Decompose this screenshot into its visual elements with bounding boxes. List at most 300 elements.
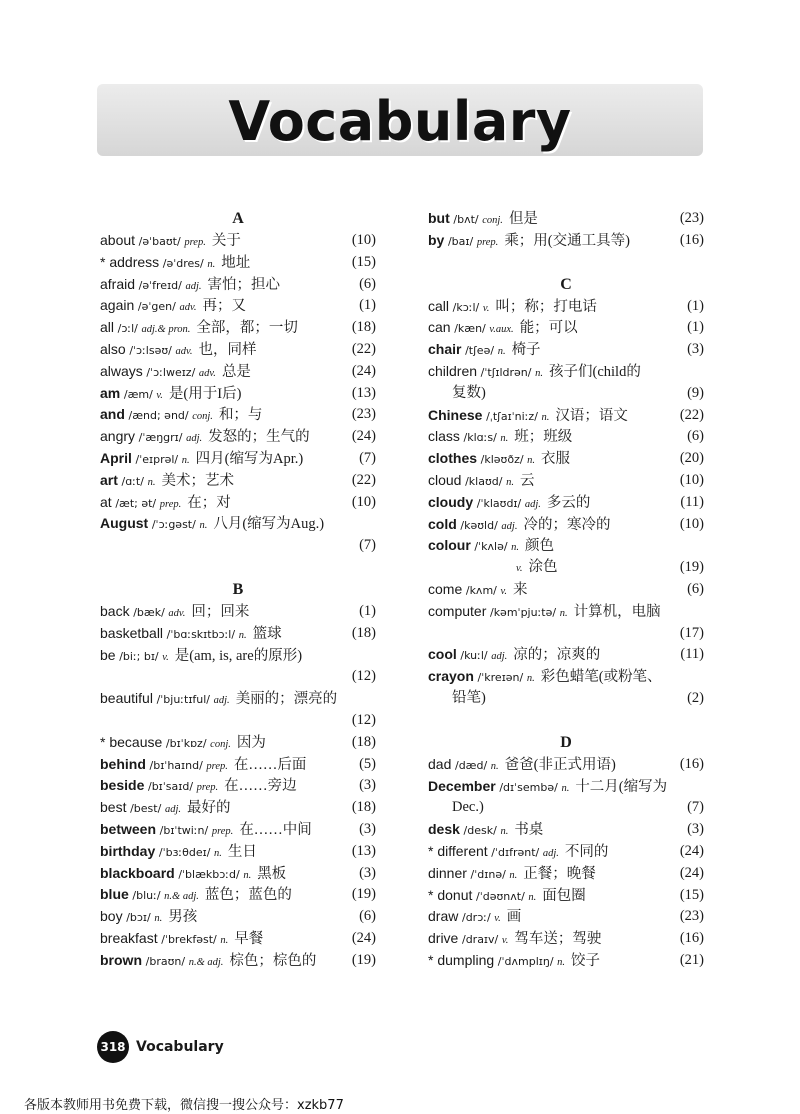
entry-part-of-speech: v. (500, 585, 508, 597)
entry-meaning: 衣服 (541, 451, 571, 468)
entry-word: brown (100, 951, 142, 968)
entry-meaning: 发怒的；生气的 (208, 429, 310, 446)
entry-meaning: 椅子 (511, 342, 541, 359)
entry-part-of-speech: n. (526, 673, 535, 685)
entry-phonetic: /bɪˈkɒz/ (165, 736, 207, 750)
entry-part-of-speech: adj. (185, 280, 202, 292)
entry-phonetic: /əˈgen/ (137, 300, 176, 314)
entry-word: desk (428, 821, 460, 838)
entry-meaning: 面包圈 (542, 887, 586, 904)
entry-part-of-speech: n. (214, 847, 222, 859)
entry-meaning: 能；可以 (519, 320, 578, 337)
vocab-entry-continuation (428, 623, 704, 645)
entry-part-of-speech: conj. (192, 411, 213, 423)
entry-word: computer (428, 602, 487, 619)
entry-part-of-speech: adj. (524, 498, 541, 510)
entry-word: be (100, 646, 116, 663)
entry-page-ref: (7) (359, 537, 376, 554)
entry-page-ref: (22) (679, 406, 704, 423)
entry-meaning: 饺子 (571, 952, 601, 969)
vocab-entry (428, 950, 704, 972)
entry-word: also (100, 340, 126, 357)
entry-word: beautiful (100, 690, 153, 707)
entry-phonetic: /baɪ/ (447, 234, 474, 248)
entry-word: draw (428, 908, 459, 925)
entry-part-of-speech: n. (181, 454, 190, 466)
entry-page-ref: (17) (679, 624, 704, 641)
entry-word: breakfast (100, 929, 158, 946)
entry-page-ref: (21) (679, 951, 704, 968)
entry-word: drive (428, 930, 459, 947)
entry-meaning: 在；对 (187, 494, 231, 511)
entry-meaning: 总是 (221, 363, 251, 380)
vocab-entry (428, 928, 704, 950)
entry-page-ref: (1) (687, 297, 704, 314)
entry-word: * different (428, 842, 488, 859)
entry-page-ref: (12) (351, 711, 376, 728)
entry-phonetic: /ˈɔːgəst/ (151, 518, 196, 532)
entry-phonetic: /ˈbrekfəst/ (161, 932, 217, 946)
section-gap (428, 252, 704, 274)
vocab-entry (100, 623, 376, 645)
entry-page-ref: (24) (679, 842, 704, 859)
entry-word: basketball (100, 624, 164, 641)
entry-page-ref: (16) (679, 231, 704, 248)
entry-part-of-speech: n. (509, 869, 518, 881)
entry-word: best (100, 799, 127, 816)
entry-part-of-speech: n. (528, 891, 537, 903)
entry-page-ref: (23) (679, 908, 704, 925)
entry-page-ref: (11) (680, 493, 704, 510)
vocab-entry (100, 754, 376, 776)
vocab-entry-continuation (100, 710, 376, 732)
entry-part-of-speech: n. (511, 542, 520, 554)
section-letter: D (560, 733, 572, 751)
vocab-entry (100, 252, 376, 274)
vocab-entry (100, 819, 376, 841)
entry-word: about (100, 232, 136, 248)
entry-phonetic: /ˈæŋgrɪ/ (138, 431, 183, 445)
entry-meaning: 早餐 (234, 930, 264, 947)
entry-part-of-speech: n. (490, 760, 499, 772)
entry-part-of-speech: n. (541, 411, 550, 423)
entry-word: children (428, 362, 478, 379)
entry-page-ref: (6) (687, 428, 704, 445)
vocab-entry (100, 841, 376, 863)
entry-part-of-speech: n. (500, 433, 509, 445)
vocabulary-column-right (428, 208, 704, 972)
vocab-entry (428, 296, 704, 318)
entry-page-ref: (16) (679, 930, 704, 947)
vocab-entry (428, 906, 704, 928)
entry-meaning: 孩子们(child的 (549, 363, 641, 380)
entry-phonetic: /bæk/ (133, 605, 165, 619)
vocab-entry (100, 361, 376, 383)
entry-page-ref: (10) (679, 471, 704, 488)
entry-page-ref: (22) (351, 471, 376, 488)
entry-page-ref: (7) (687, 799, 704, 816)
entry-word: always (100, 362, 143, 379)
entry-meaning: 计算机，电脑 (573, 603, 661, 620)
entry-page-ref: (24) (351, 929, 376, 946)
entry-meaning: 是(am, is, are的原形) (174, 647, 303, 664)
entry-phonetic: /bɪˈtwiːn/ (159, 823, 209, 837)
entry-meaning: 不同的 (564, 843, 609, 860)
vocab-entry (428, 535, 704, 557)
entry-phonetic: /ˌtʃaɪˈniːz/ (486, 409, 538, 423)
entry-part-of-speech: n.& adj. (188, 956, 224, 968)
entry-part-of-speech: adv. (175, 345, 193, 357)
watermark-text: 各版本教师用书免费下载，微信搜一搜公众号：xzkb77 (24, 1098, 344, 1113)
entry-page-ref: (1) (359, 297, 376, 314)
vocab-entry (100, 448, 376, 470)
vocab-entry (428, 492, 704, 514)
entry-part-of-speech: prep. (159, 498, 182, 510)
entry-phonetic: /ˈblækbɔːd/ (178, 867, 240, 881)
vocab-entry (428, 405, 704, 427)
section-gap (100, 557, 376, 579)
entry-page-ref: (13) (351, 842, 376, 859)
entry-page-ref: (9) (687, 384, 704, 401)
entry-phonetic: /klaʊd/ (465, 474, 503, 488)
vocab-entry (428, 426, 704, 448)
entry-meaning: 多云的 (546, 494, 591, 511)
entry-phonetic: /kʌm/ (465, 583, 497, 597)
entry-word: cold (428, 515, 457, 532)
vocab-entry (100, 317, 376, 339)
vocab-entry (428, 601, 704, 623)
entry-word: August (100, 515, 149, 532)
vocab-entry (100, 884, 376, 906)
vocab-entry (100, 295, 376, 317)
entry-word: but (428, 210, 450, 226)
entry-word: can (428, 319, 451, 336)
entry-word: cloud (428, 471, 462, 488)
section-letter: C (560, 275, 572, 293)
vocab-entry (428, 754, 704, 776)
entry-page-ref: (6) (359, 275, 376, 292)
entry-page-ref: (20) (679, 450, 704, 467)
entry-part-of-speech: adj. (213, 695, 230, 707)
entry-meaning: 来 (513, 581, 528, 598)
entry-word: crayon (428, 668, 474, 685)
entry-meaning: 十二月(缩写为 (575, 778, 668, 795)
entry-meaning: 冷的；寒冷的 (523, 516, 611, 533)
entry-page-ref: (7) (359, 449, 376, 466)
entry-page-ref: (19) (351, 951, 376, 968)
entry-word: * dumpling (428, 951, 495, 968)
entry-part-of-speech: prep. (196, 782, 219, 794)
entry-part-of-speech: adj. (164, 804, 181, 816)
entry-phonetic: /æm/ (123, 387, 153, 401)
entry-word: blackboard (100, 864, 175, 881)
entry-phonetic: /ˈtʃɪldrən/ (480, 365, 532, 379)
page-number-badge: 318 (97, 1031, 129, 1063)
vocab-entry (100, 732, 376, 754)
entry-page-ref: (18) (351, 799, 376, 816)
entry-word: dad (428, 755, 452, 772)
entry-meaning: 生日 (227, 843, 257, 860)
entry-word: cloudy (428, 493, 474, 510)
entry-phonetic: /dæd/ (454, 758, 488, 772)
vocab-entry (428, 230, 704, 252)
entry-phonetic: /əˈdres/ (162, 256, 204, 270)
vocab-entry (100, 470, 376, 492)
entry-meaning: 在……旁边 (224, 778, 297, 795)
entry-word: clothes (428, 450, 478, 467)
entry-word: * donut (428, 886, 473, 903)
entry-word: call (428, 297, 450, 314)
entry-phonetic: /bɪˈhaɪnd/ (149, 758, 203, 772)
entry-phonetic: /kuːl/ (460, 649, 488, 663)
vocab-entry (100, 645, 376, 667)
vocab-entry (428, 317, 704, 339)
entry-part-of-speech: v. (501, 935, 509, 947)
entry-phonetic: /ˈbjuːtɪful/ (156, 693, 211, 707)
entry-part-of-speech: v. (482, 302, 490, 314)
vocab-entry (100, 383, 376, 405)
entry-part-of-speech: n. (561, 782, 570, 794)
entry-part-of-speech: n. (220, 934, 229, 946)
entry-part-of-speech: n. (557, 956, 566, 968)
vocab-entry (428, 514, 704, 536)
vocab-entry-continuation (428, 383, 704, 405)
vocab-entry (100, 513, 376, 535)
entry-page-ref: (10) (351, 232, 376, 248)
entry-part-of-speech: adv. (179, 302, 197, 314)
vocab-entry-continuation (428, 688, 704, 710)
entry-word: and (100, 406, 125, 423)
entry-phonetic: /kəʊld/ (460, 518, 498, 532)
entry-meaning: 八月(缩写为Aug.) (213, 516, 325, 533)
entry-word: beside (100, 777, 145, 794)
entry-part-of-speech: n. (154, 913, 163, 925)
entry-meaning: 棕色；棕色的 (229, 952, 317, 969)
entry-meaning: 是(用于I后) (168, 385, 242, 402)
entry-meaning: 乘；用(交通工具等) (504, 232, 630, 249)
entry-phonetic: /ˈɔːlsəʊ/ (129, 343, 172, 357)
entry-word: am (100, 384, 121, 401)
entry-part-of-speech: v.aux. (489, 324, 514, 336)
entry-part-of-speech: adv. (198, 367, 216, 379)
vocab-entry (100, 426, 376, 448)
entry-meaning: 再；又 (202, 298, 246, 315)
entry-phonetic: /ˈdɪfrənt/ (491, 845, 540, 859)
entry-part-of-speech: prep. (184, 237, 206, 248)
entry-page-ref: (1) (359, 602, 376, 619)
entry-meaning: 也，同样 (198, 341, 257, 358)
entry-page-ref: (6) (687, 580, 704, 597)
vocab-entry (100, 863, 376, 885)
entry-phonetic: /ˈbɜːθdeɪ/ (158, 845, 211, 859)
entry-part-of-speech: n. (207, 258, 216, 270)
vocab-entry (428, 885, 704, 907)
vocab-entry (100, 601, 376, 623)
vocab-entry (428, 776, 704, 798)
vocab-entry-continuation (428, 797, 704, 819)
entry-phonetic: /ˈdəʊnʌt/ (476, 889, 525, 903)
vocab-entry (100, 906, 376, 928)
entry-word: colour (428, 537, 471, 554)
entry-word: come (428, 580, 463, 597)
vocab-entry (100, 492, 376, 514)
entry-word: behind (100, 755, 146, 772)
entry-phonetic: /ˈɔːlweɪz/ (146, 365, 196, 379)
entry-phonetic: /bɔɪ/ (126, 911, 151, 925)
entry-page-ref: (23) (351, 406, 376, 423)
entry-page-ref: (15) (679, 886, 704, 903)
entry-word: cool (428, 646, 457, 663)
entry-phonetic: /æt; ət/ (115, 496, 157, 510)
entry-page-ref: (3) (687, 341, 704, 358)
entry-word: birthday (100, 842, 156, 859)
vocab-entry (100, 797, 376, 819)
entry-phonetic: /braʊn/ (145, 954, 186, 968)
vocab-entry (428, 644, 704, 666)
entry-meaning: 篮球 (252, 625, 282, 642)
entry-word: between (100, 820, 157, 837)
entry-page-ref: (15) (351, 253, 376, 270)
entry-meaning: 彩色蜡笔(或粉笔、 (540, 669, 662, 686)
entry-word: dinner (428, 864, 467, 881)
vocab-entry-continuation (100, 666, 376, 688)
entry-meaning: 关于 (211, 233, 241, 249)
entry-part-of-speech: n. (559, 607, 568, 619)
entry-word: afraid (100, 275, 136, 292)
vocab-entry (428, 666, 704, 688)
entry-meaning: 全部，都；一切 (196, 320, 298, 337)
entry-part-of-speech: prep. (476, 236, 499, 248)
entry-meaning: 在……后面 (233, 756, 307, 773)
entry-meaning: 云 (519, 472, 535, 489)
entry-phonetic: /ˈkʌlə/ (474, 540, 508, 554)
entry-page-ref: (5) (359, 755, 376, 772)
entry-meaning: 铅笔) (452, 689, 486, 706)
entry-part-of-speech: n. (199, 520, 208, 532)
entry-phonetic: /ænd; ənd/ (128, 409, 189, 423)
entry-word: blue (100, 886, 129, 903)
entry-word: class (428, 428, 460, 445)
entry-phonetic: /kəmˈpjuːtə/ (489, 605, 557, 619)
entry-page-ref: (2) (687, 689, 704, 706)
entry-word: * because (100, 733, 163, 750)
entry-page-ref: (19) (679, 559, 704, 576)
entry-meaning: 在……中间 (239, 821, 312, 838)
entry-meaning: 凉的；凉爽的 (513, 647, 601, 664)
entry-part-of-speech: adj. (186, 433, 203, 445)
entry-page-ref: (3) (359, 864, 376, 881)
vocab-entry (428, 339, 704, 361)
entry-phonetic: /ɔːl/ (117, 322, 138, 336)
entry-meaning: 书桌 (514, 822, 544, 839)
vocab-entry (428, 448, 704, 470)
vocab-entry (428, 208, 704, 230)
vocab-entry-continuation (428, 557, 704, 579)
entry-part-of-speech: v. (494, 913, 501, 925)
entry-page-ref: (22) (351, 340, 376, 357)
vocab-entry (428, 841, 704, 863)
vocabulary-column-left (100, 208, 376, 972)
entry-phonetic: /kləʊðz/ (480, 453, 524, 467)
entry-page-ref: (18) (351, 733, 376, 750)
entry-part-of-speech: n. (238, 629, 247, 641)
entry-phonetic: /biː; bɪ/ (119, 649, 159, 663)
entry-phonetic: /best/ (130, 802, 162, 816)
entry-part-of-speech: adj.& pron. (141, 324, 191, 336)
entry-meaning: 害怕；担心 (207, 276, 281, 293)
section-gap (428, 710, 704, 732)
entry-part-of-speech: adj. (542, 847, 559, 859)
vocab-entry (100, 928, 376, 950)
page-title: Vocabulary (228, 90, 572, 153)
entry-phonetic: /əˈbaʊt/ (138, 235, 181, 248)
entry-phonetic: /klɑːs/ (463, 431, 497, 445)
entry-meaning: 复数) (452, 384, 486, 401)
vocab-entry (428, 863, 704, 885)
entry-meaning: 涂色 (528, 559, 558, 576)
entry-page-ref: (10) (351, 493, 376, 510)
entry-meaning: 汉语；语文 (555, 407, 628, 424)
entry-part-of-speech: v. (156, 389, 163, 401)
entry-part-of-speech: adv. (168, 607, 186, 619)
entry-word: back (100, 602, 130, 619)
entry-meaning: 画 (506, 909, 522, 926)
entry-meaning: 四月(缩写为Apr.) (195, 450, 304, 467)
vocab-entry (100, 775, 376, 797)
entry-phonetic: /ˈdʌmplɪŋ/ (497, 954, 554, 968)
entry-part-of-speech: v. (162, 651, 169, 663)
entry-phonetic: /ɑːt/ (121, 474, 144, 488)
entry-word: again (100, 297, 135, 314)
entry-page-ref: (19) (351, 886, 376, 903)
entry-page-ref: (24) (679, 864, 704, 881)
entry-page-ref: (3) (359, 777, 376, 794)
entry-phonetic: /bɪˈsaɪd/ (147, 780, 194, 794)
entry-meaning: 黑板 (257, 865, 287, 882)
entry-phonetic: /ˈdɪnə/ (470, 867, 506, 881)
entry-part-of-speech: n. (497, 346, 506, 358)
entry-word: December (428, 777, 496, 794)
entry-meaning: 颜色 (525, 538, 555, 555)
entry-phonetic: /bʌt/ (453, 213, 479, 226)
entry-meaning: 最好的 (186, 800, 231, 817)
entry-part-of-speech: n. (243, 869, 252, 881)
entry-part-of-speech: v. (516, 563, 523, 575)
vocab-entry (100, 339, 376, 361)
entry-page-ref: (16) (679, 755, 704, 772)
vocab-entry-continuation (100, 535, 376, 557)
footer-label: Vocabulary (136, 1039, 224, 1055)
entry-page-ref: (12) (351, 668, 376, 685)
entry-phonetic: /draɪv/ (461, 933, 499, 947)
entry-phonetic: /drɔː/ (461, 911, 491, 925)
entry-page-ref: (13) (351, 384, 376, 401)
entry-phonetic: /ˈbɑːskɪtbɔːl/ (166, 627, 236, 641)
entry-meaning: 回；回来 (191, 603, 250, 620)
entry-phonetic: /kɔːl/ (452, 300, 480, 314)
entry-page-ref: (10) (679, 515, 704, 532)
entry-meaning: 地址 (221, 254, 251, 271)
entry-meaning: 美丽的；漂亮的 (235, 691, 338, 708)
entry-meaning: 男孩 (168, 909, 198, 926)
entry-phonetic: /əˈfreɪd/ (138, 278, 182, 292)
entry-phonetic: /ˈklaʊdɪ/ (476, 496, 522, 510)
entry-meaning: 和；与 (218, 407, 263, 424)
entry-phonetic: /desk/ (463, 824, 497, 838)
vocab-entry (100, 688, 376, 710)
entry-meaning: Dec.) (452, 799, 484, 816)
entry-page-ref: (18) (351, 319, 376, 336)
